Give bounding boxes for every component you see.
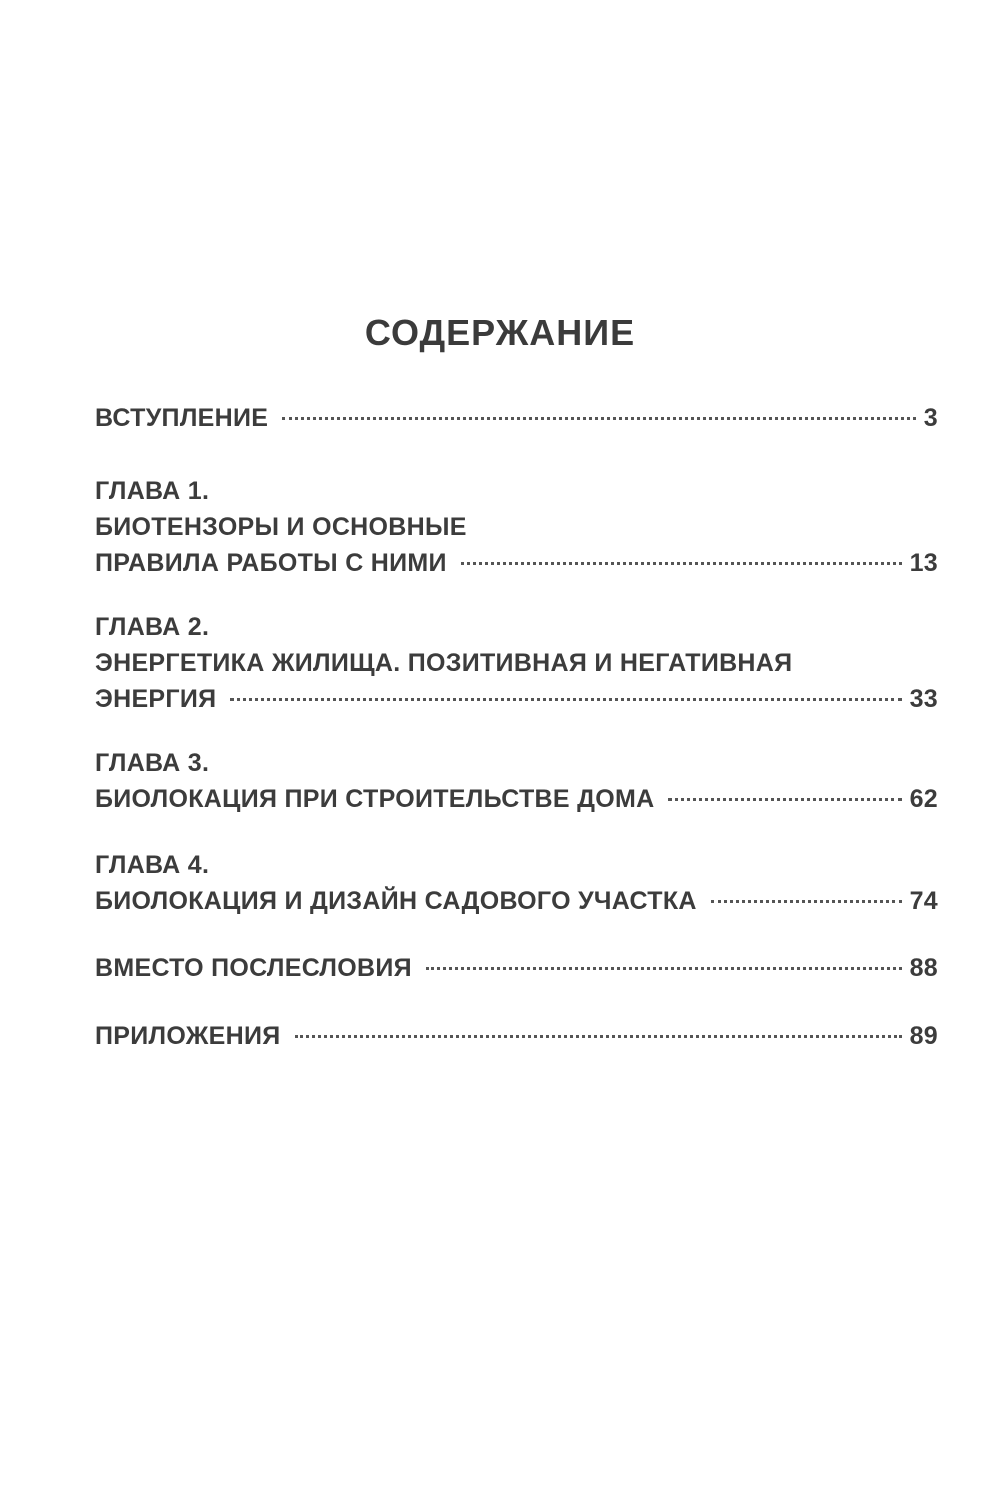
toc-page-number: 88 <box>909 954 938 982</box>
toc-chapter-number: ГЛАВА 1. <box>95 477 210 505</box>
toc-chapter-title-line: БИОТЕНЗОРЫ И ОСНОВНЫЕ <box>95 513 467 541</box>
toc-entry-chapter-3 <box>95 745 938 817</box>
toc-chapter-number: ГЛАВА 2. <box>95 613 210 641</box>
toc-page-number: 62 <box>909 785 938 813</box>
dot-leader <box>295 1035 902 1038</box>
toc-entry-label: ЭНЕРГИЯ <box>95 685 217 713</box>
dot-leader <box>426 967 902 970</box>
toc-page-number: 89 <box>909 1022 938 1050</box>
toc-entry-line <box>95 883 938 919</box>
toc-entry-line <box>95 1018 938 1054</box>
toc-entry-chapter-4 <box>95 847 938 919</box>
dot-leader <box>230 698 901 701</box>
toc-entry-line <box>95 781 938 817</box>
toc-page-number: 3 <box>923 404 938 432</box>
toc-entry-chapter-2 <box>95 609 938 717</box>
toc-chapter-number: ГЛАВА 3. <box>95 749 210 777</box>
toc-entry-chapter-1 <box>95 473 938 581</box>
toc-entry-appendices <box>95 1018 938 1054</box>
toc-entry-line <box>95 400 938 436</box>
dot-leader <box>282 417 916 420</box>
toc-entry-line <box>95 681 938 717</box>
toc-chapter-number: ГЛАВА 4. <box>95 851 210 879</box>
toc-entry-afterword <box>95 950 938 986</box>
toc-page-number: 33 <box>909 685 938 713</box>
dot-leader <box>461 562 902 565</box>
toc-entry-introduction <box>95 400 938 436</box>
toc-entry-line <box>95 545 938 581</box>
toc-entry-label: ПРИЛОЖЕНИЯ <box>95 1022 281 1050</box>
dot-leader <box>668 798 901 801</box>
toc-entry-label: ВСТУПЛЕНИЕ <box>95 404 269 432</box>
dot-leader <box>711 900 902 903</box>
toc-entry-label: ВМЕСТО ПОСЛЕСЛОВИЯ <box>95 954 412 982</box>
toc-chapter-title-line: ЭНЕРГЕТИКА ЖИЛИЩА. ПОЗИТИВНАЯ И НЕГАТИВНАЯ <box>95 649 793 677</box>
toc-entry-label: ПРАВИЛА РАБОТЫ С НИМИ <box>95 549 447 577</box>
toc-entry-label: БИОЛОКАЦИЯ ПРИ СТРОИТЕЛЬСТВЕ ДОМА <box>95 785 655 813</box>
toc-page-number: 74 <box>909 887 938 915</box>
toc-page-number: 13 <box>909 549 938 577</box>
page-title: СОДЕРЖАНИЕ <box>364 312 636 353</box>
toc-entry-label: БИОЛОКАЦИЯ И ДИЗАЙН САДОВОГО УЧАСТКА <box>95 887 697 915</box>
toc-entry-line <box>95 950 938 986</box>
